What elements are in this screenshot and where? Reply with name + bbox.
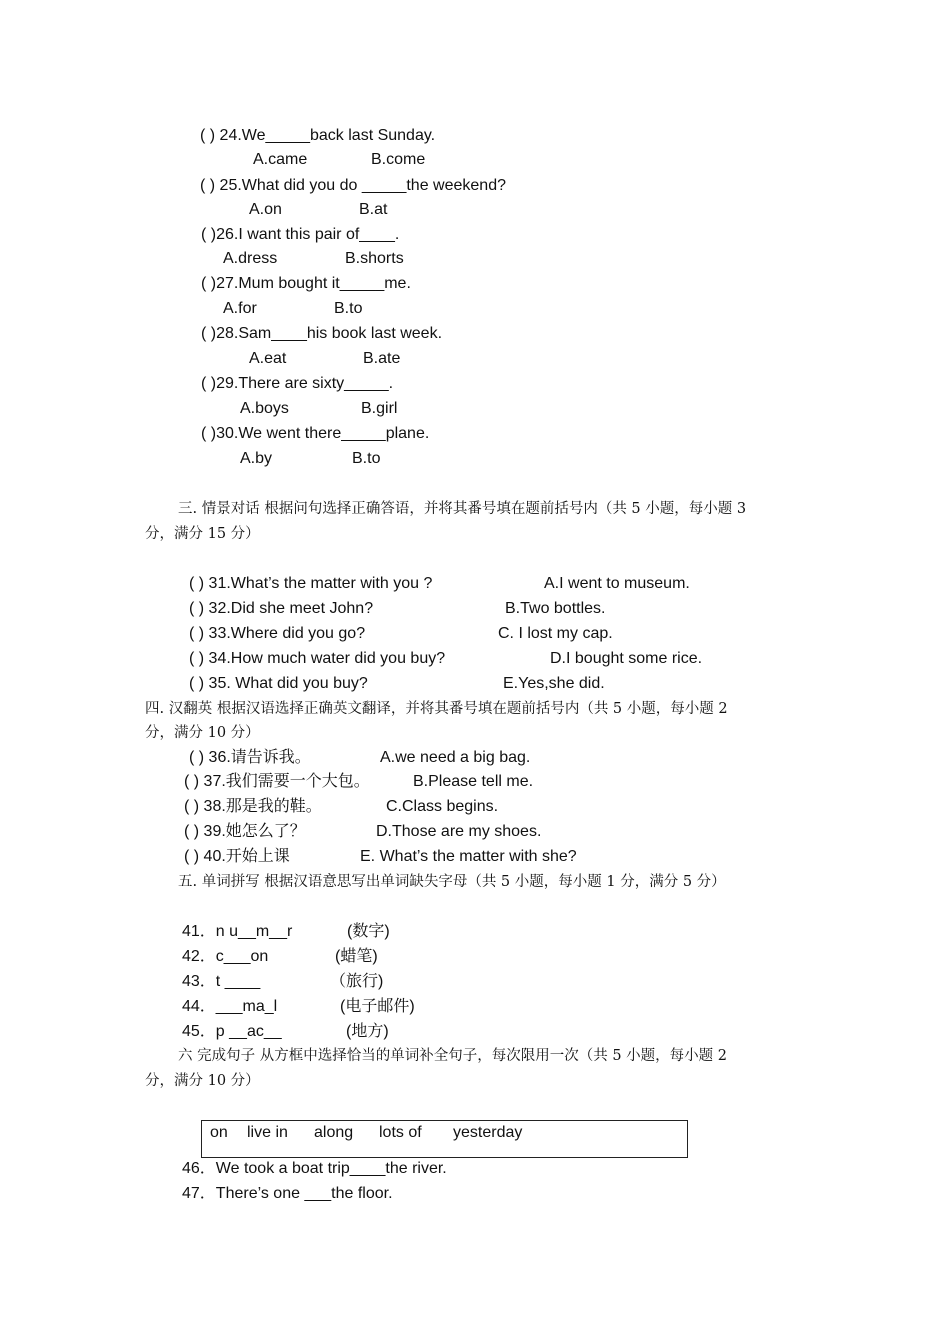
option-24-a: A.came <box>253 151 308 168</box>
answer-34: D.I bought some rice. <box>550 650 703 667</box>
question-46: 46．We took a boat trip____the river. <box>182 1160 447 1177</box>
question-39: ( ) 39.她怎么了？ <box>184 823 306 840</box>
answer-40: E. What’s the matter with she? <box>360 848 577 865</box>
answer-31: A.I went to museum. <box>544 575 690 592</box>
question-34: ( ) 34.How much water did you buy? <box>189 650 446 667</box>
section-3-heading-cont: 分，满分 15 分） <box>145 526 260 542</box>
answer-33: C. I lost my cap. <box>498 625 613 642</box>
answer-38: C.Class begins. <box>386 798 499 815</box>
question-42: 42．c___on <box>182 948 269 965</box>
hint-41: (数字) <box>347 923 390 940</box>
option-27-b: B.to <box>334 300 363 317</box>
section-3-heading: 三. 情景对话 根据问句选择正确答语，并将其番号填在题前括号内（共 5 小题，每小题 3 <box>178 501 747 517</box>
question-27: ( )27.Mum bought it_____me. <box>201 275 411 292</box>
question-29: ( )29.There are sixty_____. <box>201 375 394 392</box>
hint-44: (电子邮件) <box>340 998 415 1015</box>
option-26-b: B.shorts <box>345 250 404 267</box>
hint-45: (地方) <box>346 1023 389 1040</box>
section-4-heading-cont: 分，满分 10 分） <box>145 725 260 741</box>
question-31: ( ) 31.What’s the matter with you ? <box>189 575 433 592</box>
question-41: 41．n u__m__r <box>182 923 293 940</box>
question-44: 44．___ma_l <box>182 998 278 1015</box>
option-24-b: B.come <box>371 151 426 168</box>
hint-42: (蜡笔) <box>335 948 378 965</box>
word-box-item: along <box>314 1124 354 1141</box>
question-35: ( ) 35. What did you buy? <box>189 675 368 692</box>
question-32: ( ) 32.Did she meet John? <box>189 600 374 617</box>
question-33: ( ) 33.Where did you go? <box>189 625 366 642</box>
option-27-a: A.for <box>223 300 257 317</box>
option-28-a: A.eat <box>249 350 287 367</box>
answer-37: B.Please tell me. <box>413 773 534 790</box>
question-30: ( )30.We went there_____plane. <box>201 425 430 442</box>
option-29-a: A.boys <box>240 400 289 417</box>
question-47: 47．There’s one ___the floor. <box>182 1185 393 1202</box>
answer-32: B.Two bottles. <box>505 600 606 617</box>
hint-43: （旅行) <box>330 973 384 990</box>
question-40: ( ) 40.开始上课 <box>184 848 290 865</box>
option-29-b: B.girl <box>361 400 398 417</box>
option-30-b: B.to <box>352 450 381 467</box>
question-43: 43．t ____ <box>182 973 261 990</box>
answer-39: D.Those are my shoes. <box>376 823 542 840</box>
question-36: ( ) 36.请告诉我。 <box>189 749 311 766</box>
word-box-item: yesterday <box>453 1124 523 1141</box>
answer-36: A.we need a big bag. <box>380 749 531 766</box>
word-box <box>201 1120 688 1158</box>
option-28-b: B.ate <box>363 350 401 367</box>
option-30-a: A.by <box>240 450 273 467</box>
section-6-heading: 六 完成句子 从方框中选择恰当的单词补全句子，每次限用一次（共 5 小题，每小题 2 <box>178 1048 727 1064</box>
question-38: ( ) 38.那是我的鞋。 <box>184 798 322 815</box>
question-45: 45．p __ac__ <box>182 1023 282 1040</box>
question-26: ( )26.I want this pair of____. <box>201 226 400 243</box>
word-box-item: lots of <box>379 1124 422 1141</box>
word-box-item: live in <box>247 1124 288 1141</box>
question-24: ( ) 24.We_____back last Sunday. <box>200 127 436 144</box>
question-37: ( ) 37.我们需要一个大包。 <box>184 773 370 790</box>
section-6-heading-cont: 分，满分 10 分） <box>145 1073 260 1089</box>
section-5-heading: 五. 单词拼写 根据汉语意思写出单词缺失字母（共 5 小题，每小题 1 分，满分 5 分） <box>178 874 726 890</box>
question-25: ( ) 25.What did you do _____the weekend? <box>200 177 506 194</box>
option-25-a: A.on <box>249 201 282 218</box>
question-28: ( )28.Sam____his book last week. <box>201 325 443 342</box>
option-25-b: B.at <box>359 201 388 218</box>
word-box-item: on <box>210 1124 228 1141</box>
answer-35: E.Yes,she did. <box>503 675 605 692</box>
section-4-heading: 四. 汉翻英 根据汉语选择正确英文翻译，并将其番号填在题前括号内（共 5 小题，每小题 2 <box>145 701 728 717</box>
option-26-a: A.dress <box>223 250 278 267</box>
